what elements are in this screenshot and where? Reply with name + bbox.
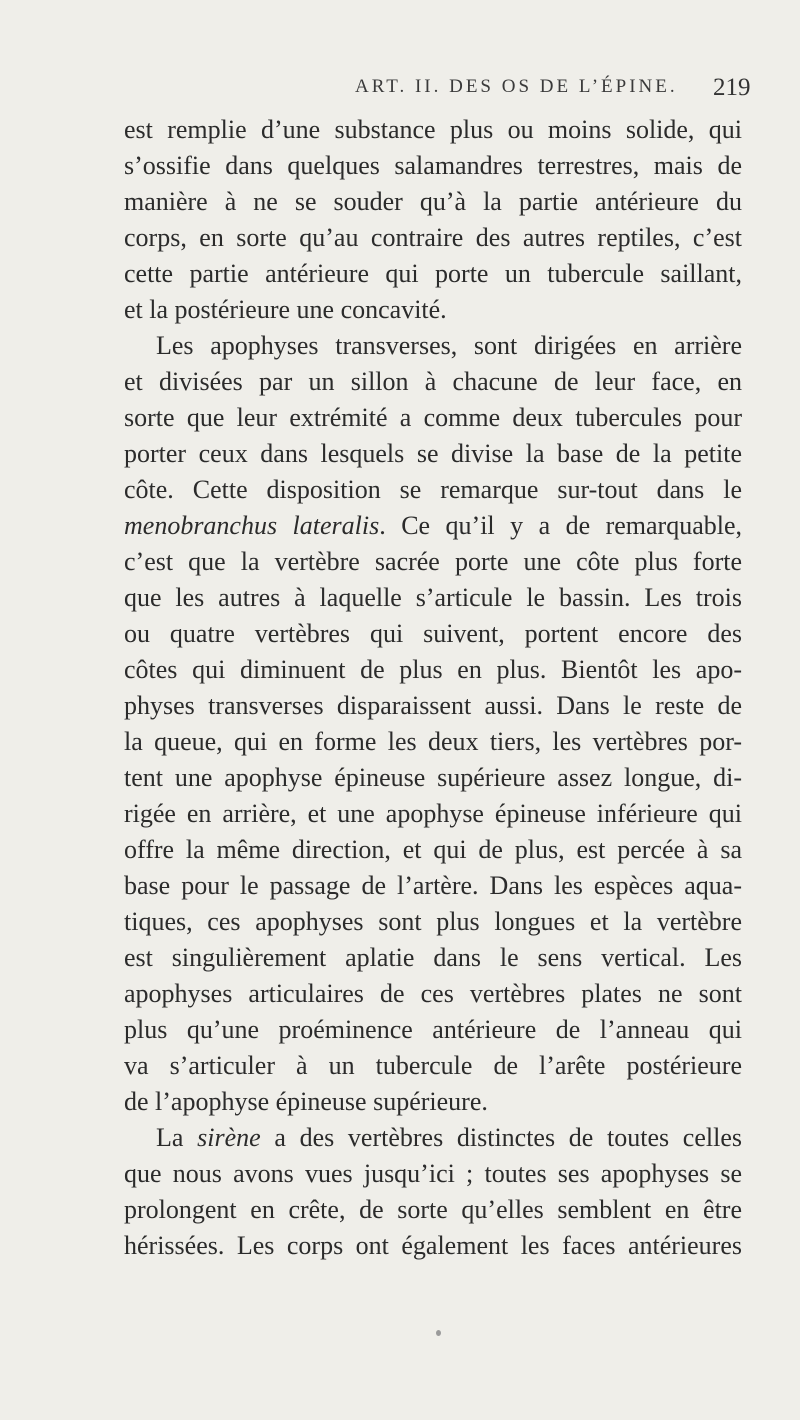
text-line: côte. Cette disposition se remarque sur-tout dans le [124,475,742,504]
page-number: 219 [713,74,751,101]
paper-speck [436,1330,441,1336]
text-line: et la postérieure une concavité. [124,295,447,324]
text-line: rigée en arrière, et une apophyse épineuse inférieure qui [124,799,742,828]
text-line: va s’articuler à un tubercule de l’arête postérieure [124,1051,742,1080]
text-line: base pour le passage de l’artère. Dans les espèces aqua- [124,871,742,900]
text-line: sorte que leur extrémité a comme deux tubercules pour [124,403,742,432]
text-line: c’est que la vertèbre sacrée porte une côte plus forte [124,547,742,576]
text-line: physes transverses disparaissent aussi. Dans le reste de [124,691,742,720]
text-line: s’ossifie dans quelques salamandres terrestres, mais de [124,151,742,180]
text-line: que les autres à laquelle s’articule le bassin. Les trois [124,583,742,612]
text-line: hérissées. Les corps ont également les faces antérieures [124,1231,742,1260]
text-line: côtes qui diminuent de plus en plus. Bientôt les apo- [124,655,742,684]
text-line: porter ceux dans lesquels se divise la base de la petite [124,439,742,468]
text-line: tent une apophyse épineuse supérieure assez longue, di- [124,763,742,792]
running-head: ART. II. DES OS DE L’ÉPINE. [355,76,678,97]
text-line: menobranchus lateralis. Ce qu’il y a de remarquable, [124,511,742,540]
text-line: la queue, qui en forme les deux tiers, les vertèbres por- [124,727,742,756]
text-line: de l’apophyse épineuse supérieure. [124,1087,488,1116]
text-line: corps, en sorte qu’au contraire des autres reptiles, c’est [124,223,742,252]
text-line: tiques, ces apophyses sont plus longues et la vertèbre [124,907,742,936]
text-line: Les apophyses transverses, sont dirigées en arrière [156,331,742,360]
text-line: ou quatre vertèbres qui suivent, portent encore des [124,619,742,648]
text-line: est singulièrement aplatie dans le sens vertical. Les [124,943,742,972]
text-line: La sirène a des vertèbres distinctes de toutes celles [156,1123,742,1152]
text-line: et divisées par un sillon à chacune de leur face, en [124,367,742,396]
text-line: cette partie antérieure qui porte un tubercule saillant, [124,259,742,288]
text-line: est remplie d’une substance plus ou moins solide, qui [124,115,742,144]
text-line: prolongent en crête, de sorte qu’elles semblent en être [124,1195,742,1224]
text-line: apophyses articulaires de ces vertèbres plates ne sont [124,979,742,1008]
text-line: plus qu’une proéminence antérieure de l’anneau qui [124,1015,742,1044]
text-line: offre la même direction, et qui de plus, est percée à sa [124,835,742,864]
species-name: menobranchus lateralis [124,511,380,540]
text-line: manière à ne se souder qu’à la partie antérieure du [124,187,742,216]
species-name: sirène [197,1123,261,1152]
text-line: que nous avons vues jusqu’ici ; toutes ses apophyses se [124,1159,742,1188]
